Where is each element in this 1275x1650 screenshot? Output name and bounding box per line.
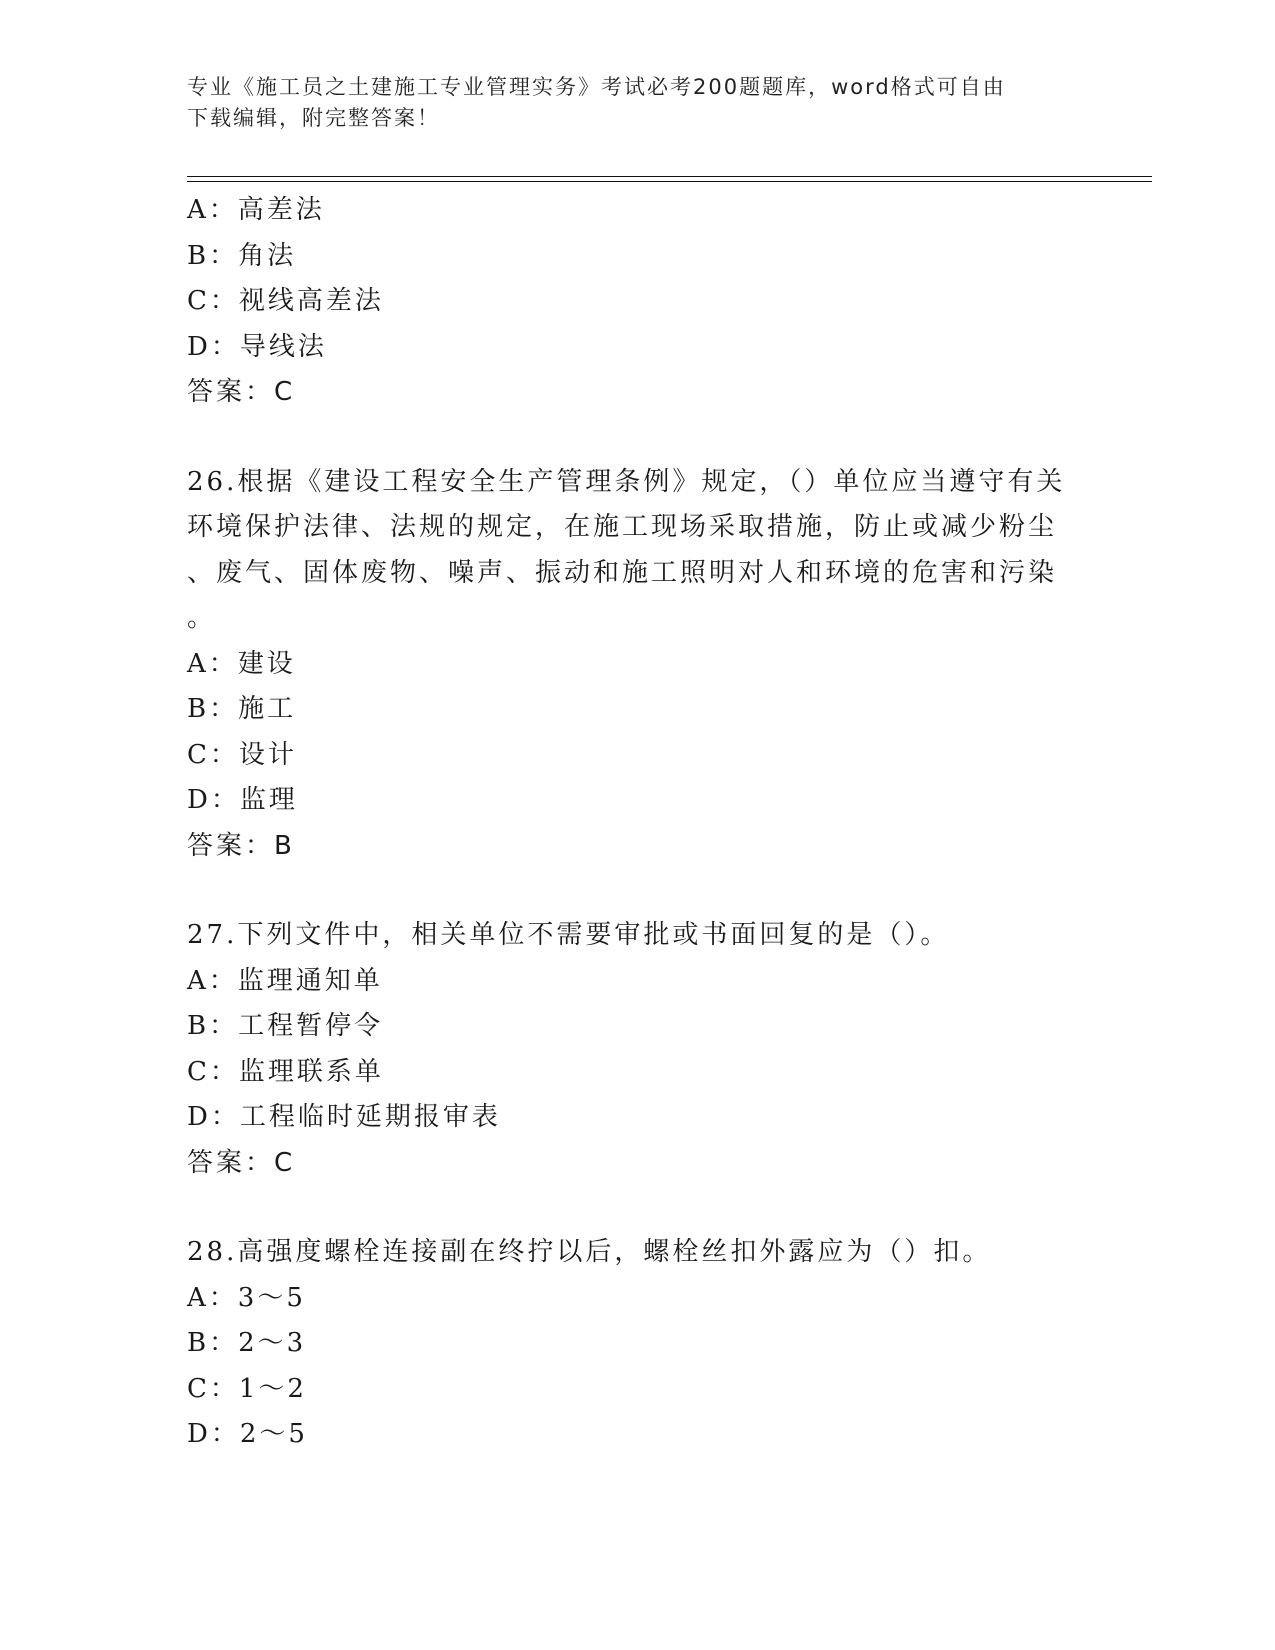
question-line: 。 [187, 603, 217, 633]
header-line-2: 下载编辑，附完整答案！ [187, 106, 440, 130]
answer-line: 答案：B [187, 830, 295, 861]
option-b: B：2～3 [187, 1328, 307, 1358]
option-b: B：角法 [187, 240, 297, 271]
option-a: A：建设 [187, 648, 296, 679]
option-d: D：监理 [187, 785, 298, 815]
option-b: B：施工 [187, 694, 297, 724]
option-c: C：监理联系单 [187, 1056, 384, 1087]
question-28-block [187, 1230, 1087, 1458]
option-a: A：监理通知单 [187, 965, 383, 996]
answer-line: 答案：C [187, 1147, 296, 1178]
option-d: D：2～5 [187, 1419, 308, 1449]
question-content [187, 188, 1087, 1458]
document-header [187, 72, 1087, 134]
option-c: C：1～2 [187, 1373, 307, 1404]
option-a: A：高差法 [187, 195, 325, 225]
option-b: B：工程暂停令 [187, 1011, 384, 1041]
question-line: 、废气、固体废物、噪声、振动和施工照明对人和环境的危害和污染 [187, 557, 1058, 588]
question-line: 26.根据《建设工程安全生产管理条例》规定，（）单位应当遵守有关 [187, 466, 1066, 497]
option-d: D：工程临时延期报审表 [187, 1102, 501, 1132]
question-text [187, 460, 1087, 642]
question-text: 28.高强度螺栓连接副在终拧以后，螺栓丝扣外露应为（）扣。 [187, 1237, 992, 1267]
header-divider-bottom [187, 181, 1152, 182]
header-line-1: 专业《施工员之土建施工专业管理实务》考试必考200题题库，word格式可自由 [187, 75, 1006, 99]
question-25-block [187, 188, 1087, 416]
option-c: C：视线高差法 [187, 286, 384, 316]
header-divider-top [187, 176, 1152, 177]
question-26-block [187, 460, 1087, 870]
option-a: A：3～5 [187, 1282, 306, 1313]
answer-line: 答案：C [187, 377, 296, 407]
question-text: 27.下列文件中，相关单位不需要审批或书面回复的是（）。 [187, 920, 950, 950]
option-c: C：设计 [187, 739, 297, 770]
question-27-block [187, 913, 1087, 1186]
option-d: D：导线法 [187, 331, 327, 362]
question-line: 环境保护法律、法规的规定，在施工现场采取措施，防止或减少粉尘 [187, 512, 1058, 542]
